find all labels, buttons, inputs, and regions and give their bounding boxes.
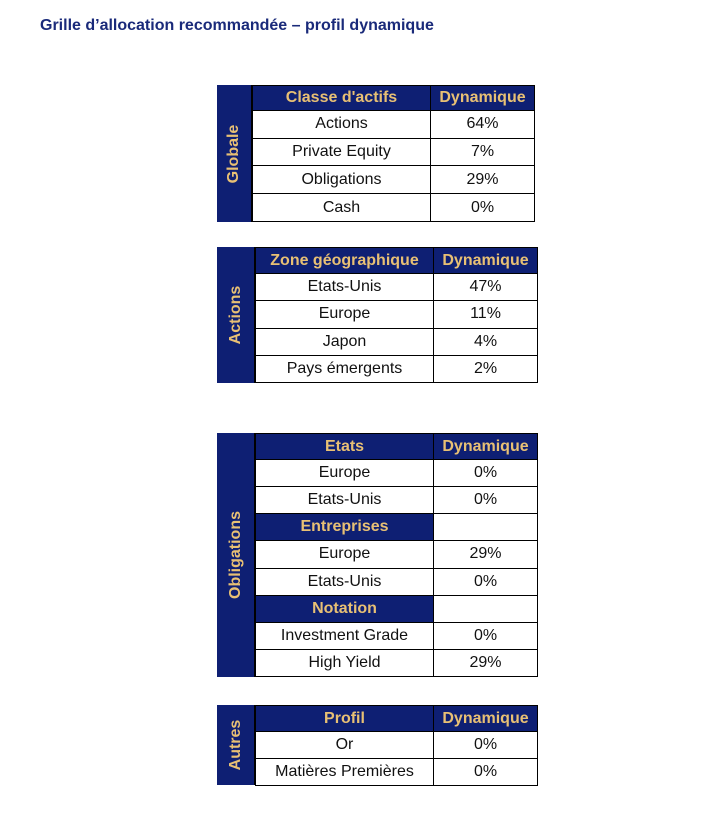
table-cell: Or [256,732,434,759]
table-cell: Japon [256,328,434,355]
table-cell-empty [434,595,538,622]
table-cell: 29% [434,541,538,568]
table-cell: 0% [434,487,538,514]
header-zone: Zone géographique [256,248,434,274]
table-cell: Europe [256,541,434,568]
table-cell: 4% [434,328,538,355]
header-classe: Classe d'actifs [253,86,431,111]
table-autres [217,705,538,786]
table-cell: 7% [431,138,535,166]
side-label-obligations: Obligations [217,433,255,677]
table-cell: Investment Grade [256,622,434,649]
table-cell: 29% [431,166,535,194]
table-cell: 29% [434,649,538,676]
table-cell: 11% [434,301,538,328]
table-obligations [217,433,538,677]
header-dynamique: Dynamique [431,86,535,111]
table-cell: High Yield [256,649,434,676]
table-cell: Etats-Unis [256,568,434,595]
table-cell: 0% [431,194,535,222]
table-cell: Pays émergents [256,355,434,382]
header-dynamique: Dynamique [434,706,538,732]
table-cell: Cash [253,194,431,222]
table-cell: 64% [431,110,535,138]
header-dynamique: Dynamique [434,248,538,274]
header-dynamique: Dynamique [434,434,538,460]
table-cell: 0% [434,568,538,595]
table-cell: Actions [253,110,431,138]
subheader-entreprises: Entreprises [256,514,434,541]
table-cell: 0% [434,622,538,649]
table-cell: 0% [434,460,538,487]
table-cell: 47% [434,274,538,301]
table-actions [217,247,538,383]
table-cell: Europe [256,460,434,487]
subheader-notation: Notation [256,595,434,622]
page-title: Grille d’allocation recommandée – profil dynamique [40,17,434,34]
table-cell: 2% [434,355,538,382]
table-cell: 0% [434,732,538,759]
side-label-actions: Actions [217,247,255,383]
side-label-globale: Globale [217,85,252,222]
header-profil: Profil [256,706,434,732]
table-cell: Etats-Unis [256,487,434,514]
table-cell: Matières Premières [256,759,434,786]
table-cell: Europe [256,301,434,328]
side-label-autres: Autres [217,705,255,785]
table-globale [217,85,535,222]
table-cell: 0% [434,759,538,786]
header-etats: Etats [256,434,434,460]
table-cell: Etats-Unis [256,274,434,301]
table-cell: Obligations [253,166,431,194]
table-cell: Private Equity [253,138,431,166]
table-cell-empty [434,514,538,541]
